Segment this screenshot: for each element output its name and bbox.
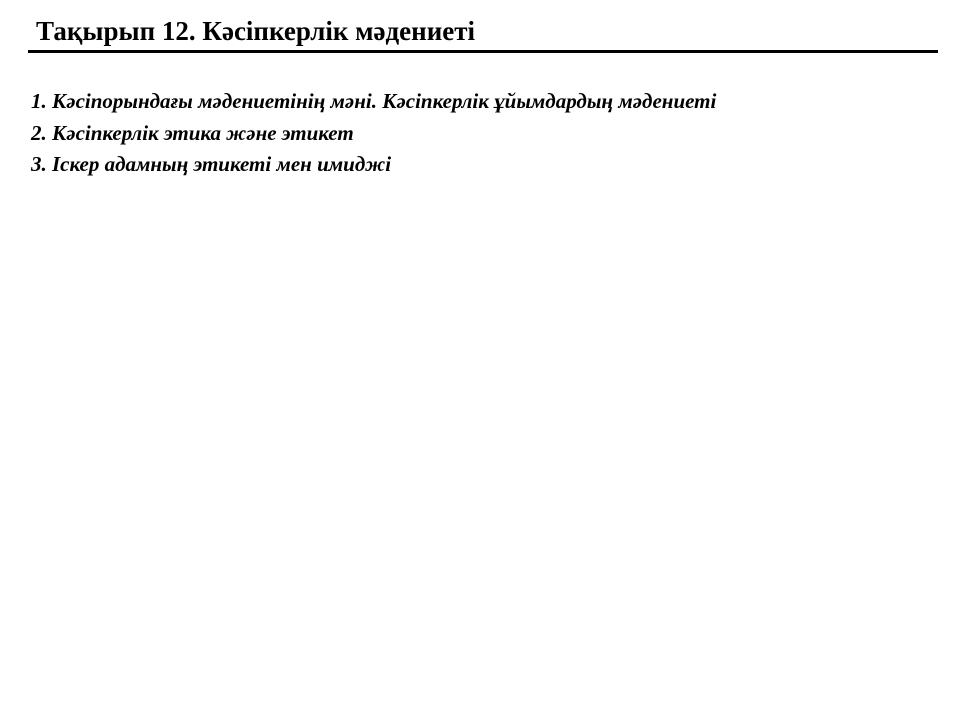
slide-title: Тақырып 12. Кәсіпкерлік мәдениеті — [36, 16, 476, 46]
title-underline-rule — [28, 50, 938, 53]
topic-list — [31, 86, 716, 181]
topic-item-1: 1. Кәсіпорындағы мәдениетінің мәні. Кәсіпкерлік ұйымдардың мәдениеті — [31, 89, 717, 113]
topic-item-3: 3. Іскер адамның этикеті мен имиджі — [31, 152, 392, 176]
topic-item-2: 2. Кәсіпкерлік этика және этикет — [31, 120, 354, 145]
